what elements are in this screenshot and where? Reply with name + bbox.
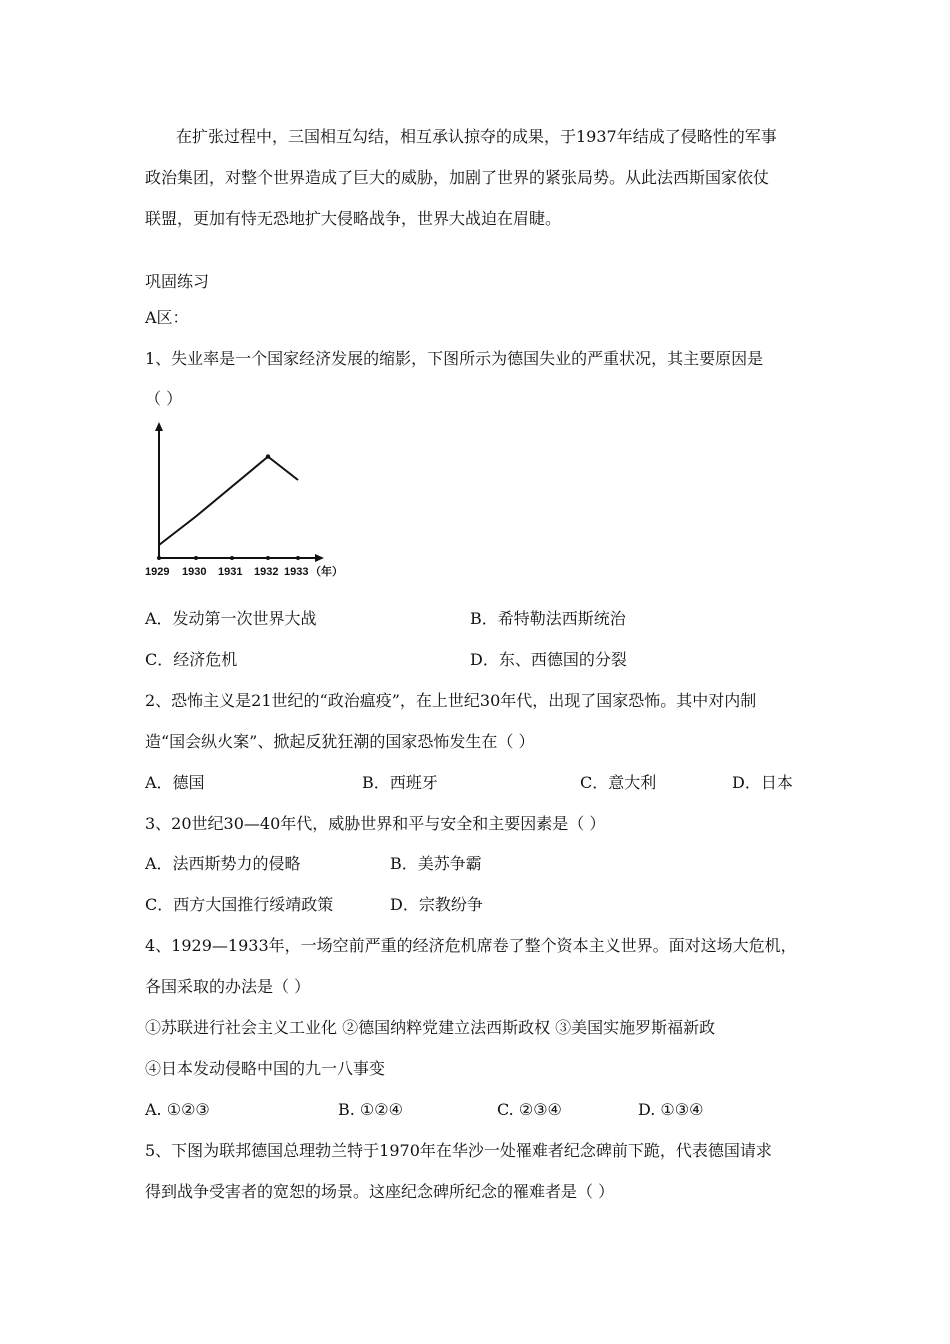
x-tick-1931 bbox=[230, 556, 234, 560]
q5-stem-line-1: 5、下图为联邦德国总理勃兰特于1970年在华沙一处罹难者纪念碑前下跪，代表德国请求 bbox=[145, 1141, 772, 1160]
q5-stem-line-2: 得到战争受害者的宽恕的场景。这座纪念碑所纪念的罹难者是（ ） bbox=[145, 1182, 615, 1201]
paragraph-line-3: 联盟，更加有恃无恐地扩大侵略战争，世界大战迫在眉睫。 bbox=[145, 209, 562, 228]
x-tick-label-1932: 1932 bbox=[254, 566, 279, 578]
x-tick-1930 bbox=[194, 556, 198, 560]
x-tick-1929 bbox=[157, 556, 161, 560]
q2-stem-line-1: 2、恐怖主义是21世纪的“政治瘟疫”，在上世纪30年代，出现了国家恐怖。其中对内制 bbox=[145, 691, 757, 710]
q2-option-c: C．意大利 bbox=[580, 773, 657, 792]
unemployment-line-chart bbox=[144, 418, 344, 580]
x-tick-1932 bbox=[266, 556, 270, 560]
x-tick-label-1931: 1931 bbox=[218, 566, 243, 578]
q1-stem-line-1: 1、失业率是一个国家经济发展的缩影，下图所示为德国失业的严重状况，其主要原因是 bbox=[145, 349, 764, 368]
q3-option-b: B．美苏争霸 bbox=[390, 854, 482, 873]
q1-option-c: C．经济危机 bbox=[145, 650, 238, 669]
q3-option-c: C．西方大国推行绥靖政策 bbox=[145, 895, 334, 914]
peak-point bbox=[266, 454, 270, 458]
q3-stem: 3、20世纪30—40年代，威胁世界和平与安全和主要因素是（ ） bbox=[145, 814, 606, 833]
q1-option-b: B．希特勒法西斯统治 bbox=[470, 609, 626, 628]
q1-option-d: D．东、西德国的分裂 bbox=[470, 650, 627, 669]
q4-option-c: C. ②③④ bbox=[497, 1100, 562, 1119]
q4-stem-line-2: 各国采取的办法是（ ） bbox=[145, 977, 311, 996]
x-tick-label-1930: 1930 bbox=[182, 566, 207, 578]
x-tick-label-1933: 1933 bbox=[284, 566, 309, 578]
x-axis-arrow bbox=[315, 554, 324, 562]
q2-option-d: D．日本 bbox=[732, 773, 793, 792]
q2-option-a: A．德国 bbox=[145, 773, 205, 792]
x-tick-label-1929: 1929 bbox=[145, 566, 170, 578]
q4-stem-line-1: 4、1929—1933年，一场空前严重的经济危机席卷了整个资本主义世界。面对这场大危机， bbox=[145, 936, 797, 955]
paragraph-line-2: 政治集团，对整个世界造成了巨大的威胁，加剧了世界的紧张局势。从此法西斯国家依仗 bbox=[145, 168, 770, 187]
q4-option-d: D. ①③④ bbox=[638, 1100, 704, 1119]
x-tick-1933 bbox=[296, 556, 300, 560]
x-axis-unit: （年） bbox=[310, 566, 343, 578]
q1-stem-line-2: （ ） bbox=[145, 389, 183, 408]
paragraph-line-1: 在扩张过程中，三国相互勾结，相互承认掠夺的成果，于1937年结成了侵略性的军事 bbox=[176, 127, 777, 146]
series-line bbox=[159, 457, 298, 545]
zone-label: A区： bbox=[145, 308, 189, 327]
section-title: 巩固练习 bbox=[145, 272, 210, 291]
q4-items-line-1: ①苏联进行社会主义工业化 ②德国纳粹党建立法西斯政权 ③美国实施罗斯福新政 bbox=[145, 1018, 716, 1037]
q3-option-d: D．宗教纷争 bbox=[390, 895, 483, 914]
q4-items-line-2: ④日本发动侵略中国的九一八事变 bbox=[145, 1059, 386, 1078]
q4-option-b: B. ①②④ bbox=[338, 1100, 403, 1119]
q4-option-a: A. ①②③ bbox=[145, 1100, 210, 1119]
q2-option-b: B．西班牙 bbox=[362, 773, 438, 792]
q3-option-a: A．法西斯势力的侵略 bbox=[145, 854, 301, 873]
q1-option-a: A．发动第一次世界大战 bbox=[145, 609, 317, 628]
q2-stem-line-2: 造“国会纵火案”、掀起反犹狂潮的国家恐怖发生在（ ） bbox=[145, 732, 535, 751]
y-axis-arrow bbox=[155, 422, 163, 431]
